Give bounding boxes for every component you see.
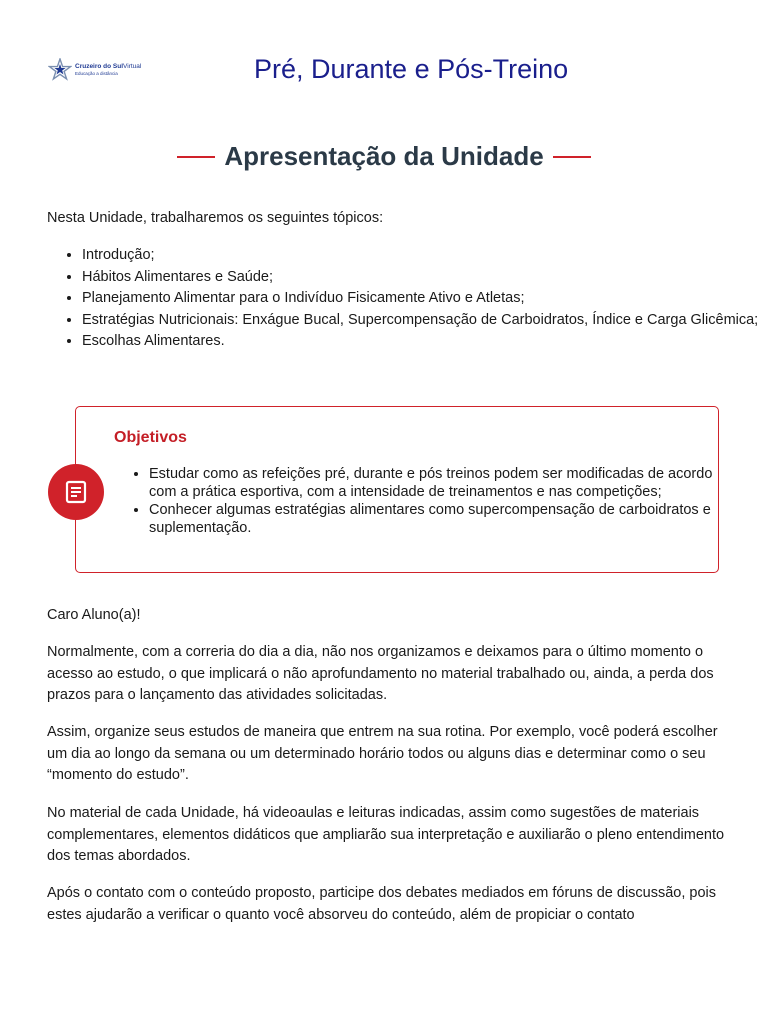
document-icon (48, 464, 104, 520)
section-heading (0, 141, 768, 172)
topic-item: • Hábitos Alimentares e Saúde; (82, 267, 762, 289)
section-heading-text: Apresentação da Unidade (224, 141, 544, 171)
logo-name-light: Virtual (123, 63, 142, 70)
objective-item: • Estudar como as refeições pré, durante e pós treinos podem ser modificadas de acordo com a prática esportiva, com a intensidade de treinamentos e nas competições; (149, 465, 739, 501)
body-paragraph: Após o contato com o conteúdo proposto, participe dos debates mediados em fóruns de discussão, pois estes ajudarão a verificar o quanto você absorveu do conteúdo, além de propiciar o contato (47, 885, 717, 923)
logo-name-bold: Cruzeiro do Sul (75, 63, 124, 70)
document-icon-glyph (63, 479, 89, 505)
star-logo-icon (48, 58, 72, 82)
body-paragraph: Normalmente, com a correria do dia a dia, não nos organizamos e deixamos para o último momento o acesso ao estudo, o que implicará o não aprofundamento no material trabalhado ou, ainda, a perda dos prazos para o lançamento das atividades solicitadas. (47, 644, 714, 703)
topic-item: • Estratégias Nutricionais: Enxágue Bucal, Supercompensação de Carboidratos, Índice e Carga Glicêmica; (82, 310, 762, 332)
logo-subtitle: Educação a distância (75, 70, 118, 76)
heading-dash-right (553, 156, 591, 158)
page-header (0, 52, 768, 92)
topic-item: • Introdução; (82, 245, 762, 267)
objectives-title: Objetivos (114, 429, 187, 446)
topics-list (47, 245, 762, 353)
body-paragraph: No material de cada Unidade, há videoaulas e leituras indicadas, assim como sugestões de materiais complementares, elementos didáticos que ampliarão sua interpretação e auxiliarão o pleno entendimento dos temas abordados. (47, 805, 725, 864)
intro-text: Nesta Unidade, trabalharemos os seguintes tópicos: (47, 210, 384, 226)
logo-name (75, 64, 141, 71)
objectives-list (114, 465, 739, 537)
heading-dash-left (177, 156, 215, 158)
topic-item: • Escolhas Alimentares. (82, 331, 762, 353)
body-paragraph: Assim, organize seus estudos de maneira que entrem na sua rotina. Por exemplo, você poderá escolher um dia ao longo da semana ou um determinado horário todos ou alguns dias e determinar como o seu “momento do estudo”. (47, 724, 718, 783)
logo-text (75, 64, 141, 76)
objective-item: • Conhecer algumas estratégias alimentares como supercompensação de carboidratos e suplementação. (149, 501, 739, 537)
document-title: Pré, Durante e Pós-Treino (254, 54, 569, 84)
greeting: Caro Aluno(a)! (47, 607, 141, 623)
topic-item: • Planejamento Alimentar para o Indivíduo Fisicamente Ativo e Atletas; (82, 288, 762, 310)
logo (48, 58, 141, 82)
